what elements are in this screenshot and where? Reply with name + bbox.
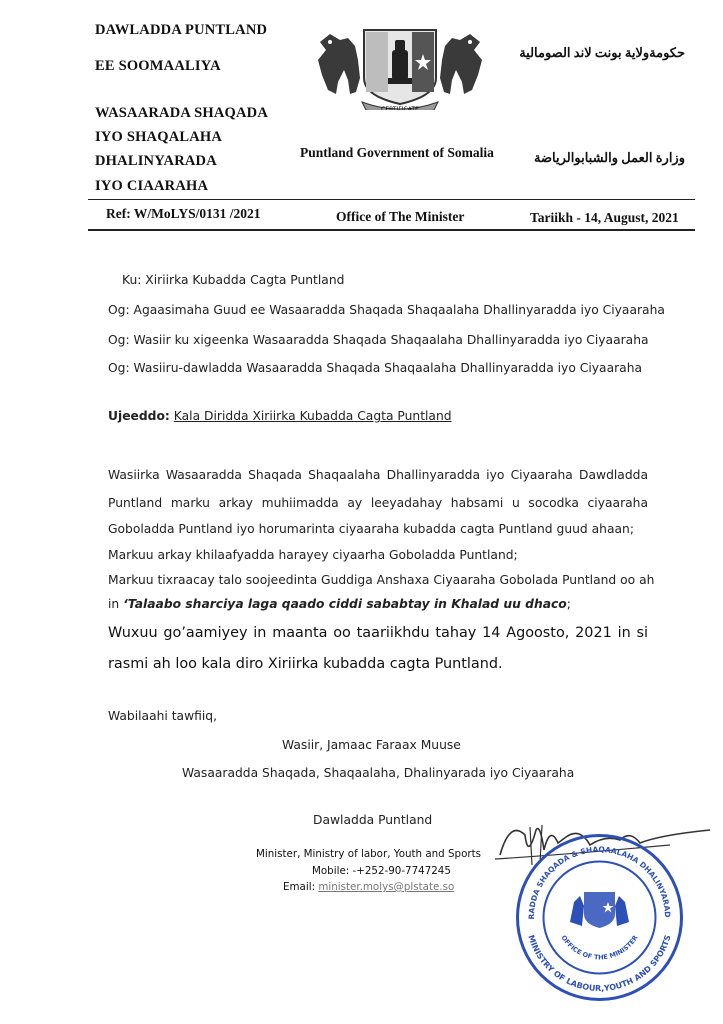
header-line-3: WASAARADA SHAQADA xyxy=(95,105,268,121)
header-line-4: IYO SHAQALAHA xyxy=(95,129,223,145)
quote-suffix: ; xyxy=(566,597,571,611)
quote-prefix: in xyxy=(108,597,124,611)
emblem-ribbon-text: CERTIFICATE xyxy=(381,106,419,110)
top-rule xyxy=(88,199,695,200)
email-link[interactable]: minister.molys@plstate.so xyxy=(318,881,455,893)
stamp-bottom-text: MINISTRY OF LABOUR,YOUTH AND SPORTS xyxy=(526,933,673,994)
subject-line xyxy=(108,409,452,423)
bottom-rule xyxy=(88,229,695,231)
recipient-line: Ku: Xiriirka Kubadda Cagta Puntland xyxy=(122,273,345,287)
body-line-quote xyxy=(108,597,571,611)
body-line: Wasiirka Wasaaradda Shaqada Shaqaalaha Dhallinyaradda iyo Ciyaaraha Dawdladda xyxy=(108,468,648,482)
coat-of-arms-emblem xyxy=(300,20,500,110)
recipient-line: Og: Agaasimaha Guud ee Wasaaradda Shaqada Shaqaalaha Dhallinyaradda iyo Ciyaaraha xyxy=(108,303,665,317)
email-label: Email: xyxy=(283,881,316,893)
letter-date: Tariikh - 14, August, 2021 xyxy=(530,210,679,225)
subject-label: Ujeeddo: xyxy=(108,409,170,423)
header-line-2: EE SOOMAALIYA xyxy=(95,58,221,74)
footer-mobile: Mobile: -+252-90-7747245 xyxy=(312,865,451,877)
footer-title: Minister, Ministry of labor, Youth and Sports xyxy=(256,848,482,860)
arabic-government-title: حكومةولاية بونت لاند الصومالية xyxy=(519,45,685,60)
decision-line: Wuxuu go’aamiyey in maanta oo taariikhdu tahay 14 Agoosto, 2021 in si xyxy=(108,625,648,641)
office-title: Office of The Minister xyxy=(336,209,465,224)
signer-name: Wasiir, Jamaac Faraax Muuse xyxy=(282,738,461,752)
footer-email-line xyxy=(283,881,454,893)
header-line-1: DAWLADDA PUNTLAND xyxy=(95,22,268,38)
body-line: Goboladda Puntland iyo horumarinta ciyaaraha kubadda cagta Puntland guud ahaan; xyxy=(108,522,634,536)
body-line: Markuu tixraacay talo soojeedinta Guddiga Anshaxa Ciyaaraha Gobolada Puntland oo ah xyxy=(108,573,655,587)
official-stamp xyxy=(512,830,687,1005)
salutation: Wabilaahi tawfiiq, xyxy=(108,709,218,723)
header-line-5: DHALINYARADA xyxy=(95,153,217,169)
body-line: Markuu arkay khilaafyadda harayey ciyaarha Goboladda Puntland; xyxy=(108,548,518,562)
header-line-6: IYO CIAARAHA xyxy=(95,178,209,194)
body-line: Puntland marku arkay muhiimadda ay leeyadahay habsami u socodka ciyaaraha xyxy=(108,496,648,510)
reference-number: Ref: W/MoLYS/0131 /2021 xyxy=(106,206,261,221)
signer-ministry: Wasaaradda Shaqada, Shaqaalaha, Dhalinyarada iyo Ciyaaraha xyxy=(182,766,575,780)
stamp-ring-text: RADDA SHAQADA & SHAQAALAHA DHALINYARAD xyxy=(526,844,673,920)
english-government-title: Puntland Government of Somalia xyxy=(300,145,494,160)
subject-text: Kala Diridda Xiriirka Kubadda Cagta Puntland xyxy=(173,409,452,423)
stamp-inner-text: OFFICE OF THE MINISTER xyxy=(559,933,640,962)
recipient-line: Og: Wasiir ku xigeenka Wasaaradda Shaqada Shaqaalaha Dhallinyaradda iyo Ciyaaraha xyxy=(108,333,649,347)
signer-government: Dawladda Puntland xyxy=(313,813,433,827)
quote-italic: ‘Talaabo sharciya laga qaado ciddi sababtay in Khalad uu dhaco xyxy=(123,597,567,611)
arabic-ministry-title: وزارة العمل والشبابوالرياضة xyxy=(534,150,685,165)
recipient-line: Og: Wasiiru-dawladda Wasaaradda Shaqada Shaqaalaha Dhallinyaradda iyo Ciyaaraha xyxy=(108,361,643,375)
decision-line: rasmi ah loo kala diro Xiriirka kubadda cagta Puntland. xyxy=(108,656,503,672)
